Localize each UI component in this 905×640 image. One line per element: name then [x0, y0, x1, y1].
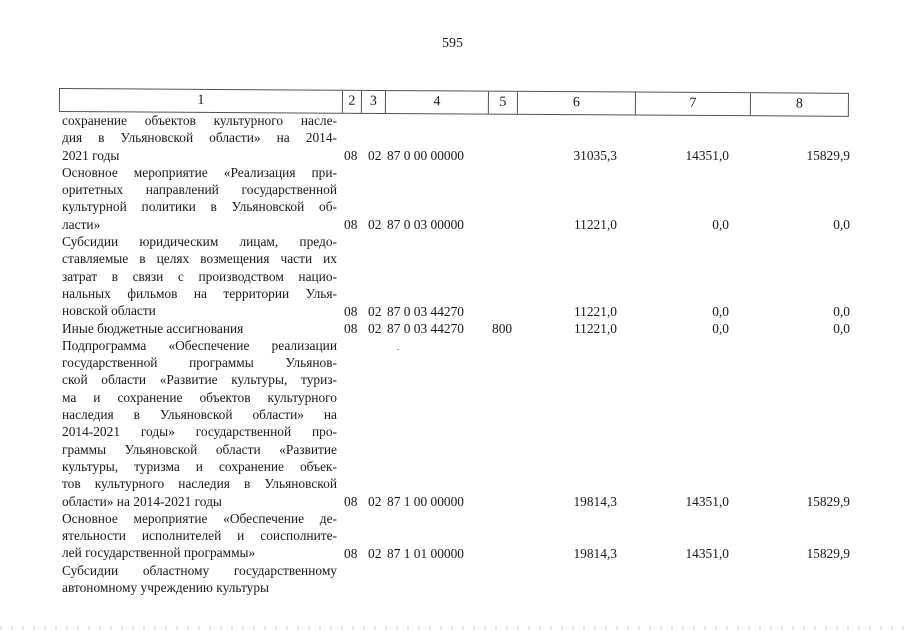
- description-line: тов культурного наследия в Ульяновской: [62, 476, 337, 492]
- scan-artifact-line: [0, 626, 905, 630]
- amount-col-6: 19814,3: [573, 493, 617, 509]
- description-line: 2014-2021 годы» государственной про-: [62, 424, 337, 440]
- amount-col-7: 14351,0: [685, 545, 729, 561]
- section-code: 08: [344, 493, 358, 509]
- description-line: нальных фильмов на территории Улья-: [62, 285, 337, 301]
- scan-speck: [397, 349, 399, 350]
- description-line: наследия в Ульяновской области» на: [62, 407, 337, 423]
- description-line: затрат в связи с производством нацио-: [62, 268, 337, 284]
- subsection-code: 02: [368, 147, 382, 163]
- description-line: лей государственной программы»: [62, 545, 256, 561]
- table-body: [62, 112, 852, 596]
- description-line: 2021 годы: [62, 147, 120, 163]
- description-line: Субсидии юридическим лицам, предо-: [62, 234, 337, 250]
- row-values: [62, 147, 852, 164]
- description-line: ятельности исполнителей и соисполните-: [62, 528, 337, 544]
- row-values: [62, 579, 852, 596]
- target-article-code: 87 0 03 44270: [387, 303, 464, 319]
- amount-col-6: 11221,0: [573, 303, 617, 319]
- description-line: области» на 2014-2021 годы: [62, 493, 222, 509]
- description-line: Иные бюджетные ассигнования: [62, 320, 244, 336]
- description-line: ласти»: [62, 216, 101, 232]
- amount-col-7: 14351,0: [685, 147, 729, 163]
- section-code: 08: [344, 303, 358, 319]
- row-description: [62, 337, 337, 510]
- row-values: [62, 545, 852, 562]
- column-header-5: 5: [489, 92, 518, 114]
- amount-col-8: 0,0: [833, 217, 850, 233]
- amount-col-6: 11221,0: [573, 320, 617, 336]
- table-row: [62, 233, 852, 319]
- table-row: [62, 337, 852, 510]
- table-row: [62, 320, 852, 337]
- description-line: граммы Ульяновской области «Развитие: [62, 441, 337, 457]
- description-line: автономному учреждению культуры: [62, 580, 270, 596]
- description-line: Субсидии областному государственному: [62, 562, 337, 578]
- description-line: государственной программы Ульянов-: [62, 355, 337, 371]
- description-line: дия в Ульяновской области» на 2014-: [62, 130, 337, 146]
- column-header-2: 2: [343, 91, 362, 113]
- section-code: 08: [344, 320, 358, 336]
- description-line: ставляемые в целях возмещения части их: [62, 251, 337, 267]
- amount-col-6: 19814,3: [573, 545, 617, 561]
- target-article-code: 87 1 01 00000: [387, 545, 464, 561]
- subsection-code: 02: [368, 493, 382, 509]
- column-header-6: 6: [518, 92, 636, 115]
- subsection-code: 02: [368, 217, 382, 233]
- section-code: 08: [344, 545, 358, 561]
- page-number: 595: [442, 36, 463, 51]
- description-line: новской области: [62, 303, 156, 319]
- amount-col-7: 0,0: [712, 303, 729, 319]
- amount-col-6: 11221,0: [573, 217, 617, 233]
- amount-col-8: 15829,9: [806, 493, 850, 509]
- amount-col-8: 15829,9: [806, 545, 850, 561]
- amount-col-6: 31035,3: [573, 147, 617, 163]
- amount-col-7: 0,0: [712, 217, 729, 233]
- target-article-code: 87 1 00 00000: [387, 493, 464, 509]
- section-code: 08: [344, 217, 358, 233]
- subsection-code: 02: [368, 320, 382, 336]
- description-line: ской области «Развитие культуры, туриз-: [62, 372, 337, 388]
- amount-col-7: 0,0: [712, 320, 729, 336]
- amount-col-8: 0,0: [833, 320, 850, 336]
- target-article-code: 87 0 03 00000: [387, 217, 464, 233]
- row-values: [62, 493, 852, 510]
- row-values: [62, 320, 852, 337]
- column-header-3: 3: [362, 91, 386, 113]
- description-line: Основное мероприятие «Реализация при-: [62, 164, 337, 180]
- row-values: [62, 216, 852, 233]
- table-row: [62, 562, 852, 597]
- column-header-1: 1: [60, 89, 343, 113]
- amount-col-8: 15829,9: [806, 147, 850, 163]
- table-row: [62, 112, 852, 164]
- table-row: [62, 164, 852, 233]
- target-article-code: 87 0 03 44270: [387, 320, 464, 336]
- section-code: 08: [344, 147, 358, 163]
- row-values: [62, 303, 852, 320]
- column-header-8: 8: [795, 96, 803, 112]
- description-line: сохранение объектов культурного насле-: [62, 113, 337, 128]
- subsection-code: 02: [368, 545, 382, 561]
- column-header-4: 4: [386, 91, 489, 114]
- amount-col-8: 0,0: [833, 303, 850, 319]
- expense-type-code: 800: [492, 320, 513, 336]
- description-line: ма и сохранение объектов культурного: [62, 389, 337, 405]
- description-line: Основное мероприятие «Обеспечение де-: [62, 510, 337, 526]
- description-line: Подпрограмма «Обеспечение реализации: [62, 337, 337, 353]
- description-line: культуры, туризма и сохранение объек-: [62, 458, 337, 474]
- description-line: культурной политики в Ульяновской об-: [62, 199, 337, 215]
- table-row: [62, 510, 852, 562]
- description-line: оритетных направлений государственной: [62, 182, 337, 198]
- subsection-code: 02: [368, 303, 382, 319]
- target-article-code: 87 0 00 00000: [387, 147, 464, 163]
- amount-col-7: 14351,0: [685, 493, 729, 509]
- column-header-7: 7: [636, 93, 751, 116]
